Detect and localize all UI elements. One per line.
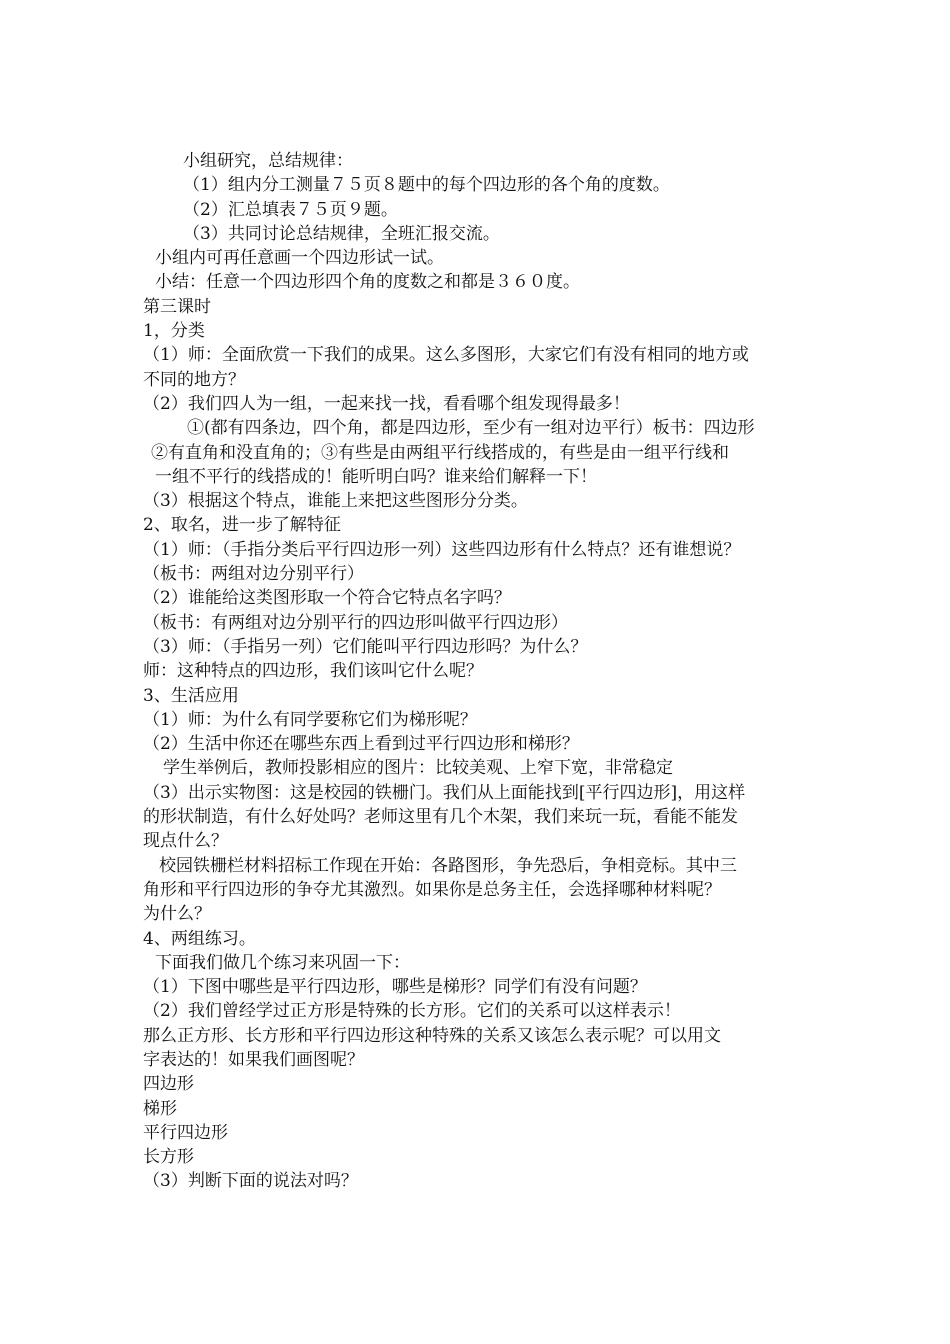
text-line: （1）下图中哪些是平行四边形，哪些是梯形？同学们有没有问题？	[143, 977, 647, 998]
text-line: ①(都有四条边，四个角，都是四边形，至少有一组对边平行）板书：四边形	[187, 418, 755, 439]
text-line: 小组内可再任意画一个四边形试一试。	[155, 248, 444, 269]
text-line: （2）谁能给这类图形取一个符合它特点名字吗？	[143, 588, 511, 609]
text-line: 那么正方形、长方形和平行四边形这种特殊的关系又该怎么表示呢？可以用文	[143, 1025, 721, 1046]
text-line: （3）共同讨论总结规律，全班汇报交流。	[183, 223, 500, 244]
subsection-heading: 3、生活应用	[143, 685, 239, 706]
text-line: 学生举例后，教师投影相应的图片：比较美观、上窄下宽，非常稳定	[163, 758, 673, 779]
subsection-heading: 2、取名，进一步了解特征	[143, 515, 341, 536]
section-heading: 第三课时	[143, 296, 211, 317]
document-body	[143, 149, 803, 1194]
text-line: （1）组内分工测量７５页８题中的每个四边形的各个角的度数。	[183, 175, 670, 196]
text-line: （1）师：全面欣赏一下我们的成果。这么多图形，大家它们有没有相同的地方或	[143, 345, 749, 366]
text-line: 小结：任意一个四边形四个角的度数之和都是３６０度。	[155, 272, 580, 293]
text-line: （板书：两组对边分别平行）	[143, 564, 364, 585]
text-line: 下面我们做几个练习来巩固一下：	[155, 952, 410, 973]
text-line: （2）我们四人为一组，一起来找一找，看看哪个组发现得最多！	[143, 393, 630, 414]
subsection-heading: 1，分类	[143, 321, 205, 342]
text-line: 角形和平行四边形的争夺尤其激烈。如果你是总务主任，会选择哪种材料呢？	[143, 879, 721, 900]
text-line: （3）根据这个特点，谁能上来把这些图形分分类。	[143, 491, 528, 512]
text-line: 师：这种特点的四边形，我们该叫它什么呢？	[143, 661, 483, 682]
text-line: （2）生活中你还在哪些东西上看到过平行四边形和梯形？	[143, 734, 579, 755]
text-line: （3）师：（手指另一列）它们能叫平行四边形吗？为什么？	[143, 636, 588, 657]
text-line: 现点什么？	[143, 831, 228, 852]
text-line: ②有直角和没直角的；③有些是由两组平行线搭成的，有些是由一组平行线和	[151, 442, 729, 463]
text-line: 校园铁栅栏材料招标工作现在开始：各路图形，争先恐后，争相竞标。其中三	[159, 855, 737, 876]
text-line: （2）我们曾经学过正方形是特殊的长方形。它们的关系可以这样表示！	[143, 1001, 681, 1022]
text-line: 字表达的！如果我们画图呢？	[143, 1049, 364, 1070]
text-line: （板书：有两组对边分别平行的四边形叫做平行四边形）	[143, 612, 568, 633]
text-line: （1）师：为什么有同学要称它们为梯形呢？	[143, 709, 477, 730]
text-line: （3）出示实物图：这是校园的铁栅门。我们从上面能找到[平行四边形]，用这样	[143, 782, 746, 803]
diagram-label-quadrilateral: 四边形	[143, 1074, 194, 1095]
diagram-label-trapezoid: 梯形	[143, 1098, 177, 1119]
text-line: （2）汇总填表７５页９题。	[183, 199, 398, 220]
text-line: 小组研究，总结规律：	[183, 151, 353, 171]
diagram-label-rectangle: 长方形	[143, 1147, 194, 1168]
text-line: （1）师：（手指分类后平行四边形一列）这些四边形有什么特点？还有谁想说？	[143, 539, 741, 560]
text-line: 的形状制造，有什么好处吗？老师这里有几个木架，我们来玩一玩，看能不能发	[143, 807, 738, 828]
subsection-heading: 4、两组练习。	[143, 928, 256, 949]
diagram-label-parallelogram: 平行四边形	[143, 1122, 228, 1143]
text-line: 为什么？	[143, 904, 211, 925]
text-line: 不同的地方？	[143, 369, 245, 390]
text-line: 一组不平行的线搭成的！能听明白吗？谁来给们解释一下！	[155, 466, 597, 487]
text-line: （3）判断下面的说法对吗？	[143, 1171, 358, 1192]
